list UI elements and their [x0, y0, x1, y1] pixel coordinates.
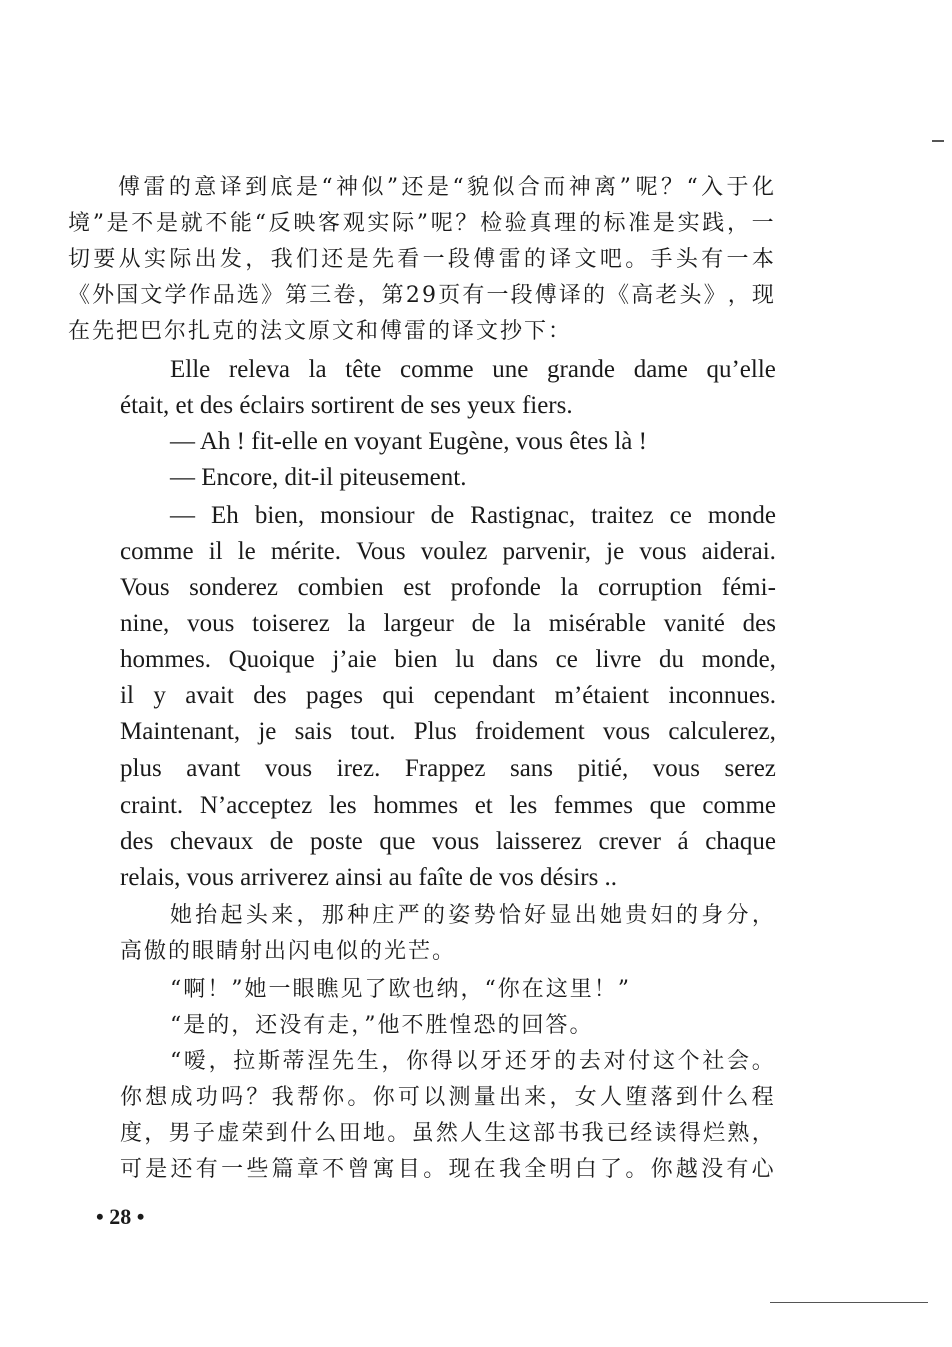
text-line: Maintenant, je sais tout. Plus froidement vous calculerez, [120, 718, 776, 745]
text-line: “啊！”她一眼瞧见了欧也纳，“你在这里！” [170, 977, 631, 1002]
text-line: comme il le mérite. Vous voulez parvenir, je vous aiderai. [120, 538, 776, 565]
scan-mark-top-right [932, 140, 944, 142]
text-line: il y avait des pages qui cependant m’étaient inconnues. [120, 682, 776, 709]
text-line: 《 外 国 文 学 作 品 选 》 第 三 卷 ， 第 2 9 页 有 一 段 傅 译 的 《 高 老 头 》 ， 现 [68, 283, 776, 308]
text-line: 高傲的眼睛射出闪电似的光芒。 [120, 939, 457, 964]
text-line: plus avant vous irez. Frappez sans pitié, vous serez [120, 755, 776, 782]
text-line: 傅 雷 的 意 译 到 底 是 “ 神 似 ” 还 是 “ 貌 似 合 而 神 离 ” 呢 ？ “ 入 于 化 [118, 175, 776, 200]
text-line: craint. N’acceptez les hommes et les femmes que comme [120, 792, 776, 819]
text-line: “是的，还没有走，”他不胜惶恐的回答。 [170, 1013, 594, 1038]
text-line: Vous sonderez combien est profonde la corruption fémi- [120, 574, 776, 601]
text-line: était, et des éclairs sortirent de ses yeux fiers. [120, 392, 573, 419]
text-line: relais, vous arriverez ainsi au faîte de vos désirs .. [120, 864, 618, 891]
text-line: — Encore, dit-il piteusement. [170, 464, 467, 491]
text-line: 境 ” 是 不 是 就 不 能 “ 反 映 客 观 实 际 ” 呢 ？ 检 验 真 理 的 标 准 是 实 践 ， 一 [68, 211, 776, 236]
text-line: — Eh bien, monsiour de Rastignac, traitez ce monde [170, 502, 776, 529]
text-line: 她 抬 起 头 来 ， 那 种 庄 严 的 姿 势 恰 好 显 出 她 贵 妇 的 身 分 ， [170, 903, 776, 928]
text-line: 可 是 还 有 一 些 篇 章 不 曾 寓 目 。 现 在 我 全 明 白 了 。 你 越 没 有 心 [120, 1157, 776, 1182]
scan-mark-bottom-right [770, 1302, 928, 1303]
text-line: 切 要 从 实 际 出 发 ， 我 们 还 是 先 看 一 段 傅 雷 的 译 文 吧 。 手 头 有 一 本 [68, 247, 776, 272]
text-line: “ 嗳 ， 拉 斯 蒂 涅 先 生 ， 你 得 以 牙 还 牙 的 去 对 付 这 个 社 会 。 [170, 1049, 776, 1074]
text-line: — Ah ! fit-elle en voyant Eugène, vous êtes là ! [170, 428, 647, 455]
text-line: 在先把巴尔扎克的法文原文和傅雷的译文抄下： [68, 319, 573, 344]
text-line: des chevaux de poste que vous laisserez crever á chaque [120, 828, 776, 855]
text-line: Elle releva la tête comme une grande dame qu’elle [170, 356, 776, 383]
text-line: nine, vous toiserez la largeur de la misérable vanité des [120, 610, 776, 637]
text-line: hommes. Quoique j’aie bien lu dans ce livre du monde, [120, 646, 776, 673]
text-line: 度 ， 男 子 虚 荣 到 什 么 田 地 。 虽 然 人 生 这 部 书 我 已 经 读 得 烂 熟 ， [120, 1121, 776, 1146]
page-number: • 28 • [96, 1204, 145, 1229]
text-line: 你 想 成 功 吗 ？ 我 帮 你 。 你 可 以 测 量 出 来 ， 女 人 堕 落 到 什 么 程 [120, 1085, 776, 1110]
